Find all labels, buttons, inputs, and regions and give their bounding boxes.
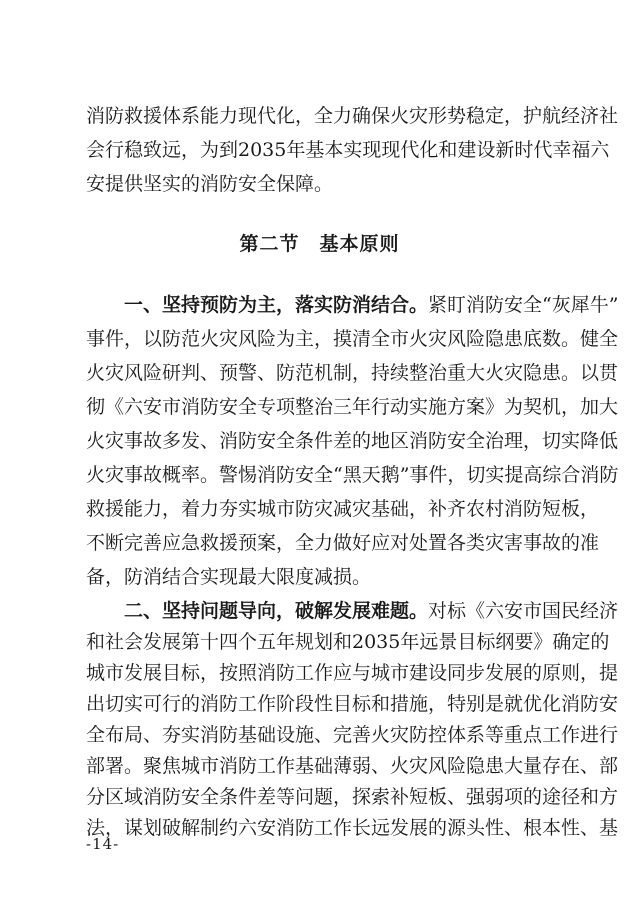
principle1-line-9: 备，防消结合实现最大限度减损。 xyxy=(86,566,372,588)
principle1-line-7: 救援能力，着力夯实城市防灾减灾基础，补齐农村消防短板， xyxy=(86,498,600,520)
intro-line-2: 会行稳致远，为到2035年基本实现现代化和建设新时代幸福六 xyxy=(86,139,610,161)
intro-line-1: 消防救援体系能力现代化，全力确保火灾形势稳定，护航经济社 xyxy=(86,105,619,127)
principle1-first-line xyxy=(124,288,619,322)
page-number: -14- xyxy=(86,835,120,853)
principle2-line-7: 分区域消防安全条件差等问题，探索补短板、强弱项的途径和方 xyxy=(86,786,619,808)
principle2-line-2: 和社会发展第十四个五年规划和2035年远景目标纲要》确定的 xyxy=(86,631,610,653)
principle1-line-2: 事件，以防范火灾风险为主，摸清全市火灾风险隐患底数。健全 xyxy=(86,328,619,350)
principle1-line-6: 火灾事故概率。警惕消防安全“黑天鹅”事件，切实提高综合消防 xyxy=(86,464,619,486)
principle2-title: 二、坚持问题导向，破解发展难题。 xyxy=(124,600,429,622)
principle2-line-3: 城市发展目标，按照消防工作应与城市建设同步发展的原则，提 xyxy=(86,662,619,684)
principle1-line-3: 火灾风险研判、预警、防范机制，持续整治重大火灾隐患。以贯 xyxy=(86,362,619,384)
intro-line-3: 安提供坚实的消防安全保障。 xyxy=(86,173,334,195)
principle2-line-6: 部署。聚焦城市消防工作基础薄弱、火灾风险隐患大量存在、部 xyxy=(86,755,619,777)
principle1-line-4: 彻《六安市消防安全专项整治三年行动实施方案》为契机，加大 xyxy=(86,396,619,418)
principle1-title: 一、坚持预防为主，落实防消结合。 xyxy=(124,294,429,316)
section-heading: 第二节 基本原则 xyxy=(239,233,400,255)
principle2-line-4: 出切实可行的消防工作阶段性目标和措施，特别是就优化消防安 xyxy=(86,693,619,715)
principle1-line-8: 不断完善应急救援预案，全力做好应对处置各类灾害事故的准 xyxy=(86,532,600,554)
principle2-first-line xyxy=(124,594,619,628)
principle1-line-5: 火灾事故多发、消防安全条件差的地区消防安全治理，切实降低 xyxy=(86,430,619,452)
principle2-first-line-text: 对标《六安市国民经济 xyxy=(428,600,619,622)
principle1-first-line-text: 紧盯消防安全“灰犀牛” xyxy=(428,294,619,316)
principle2-line-5: 全布局、夯实消防基础设施、完善火灾防控体系等重点工作进行 xyxy=(86,724,619,746)
principle2-line-8: 法，谋划破解制约六安消防工作长远发展的源头性、根本性、基 xyxy=(86,817,619,839)
